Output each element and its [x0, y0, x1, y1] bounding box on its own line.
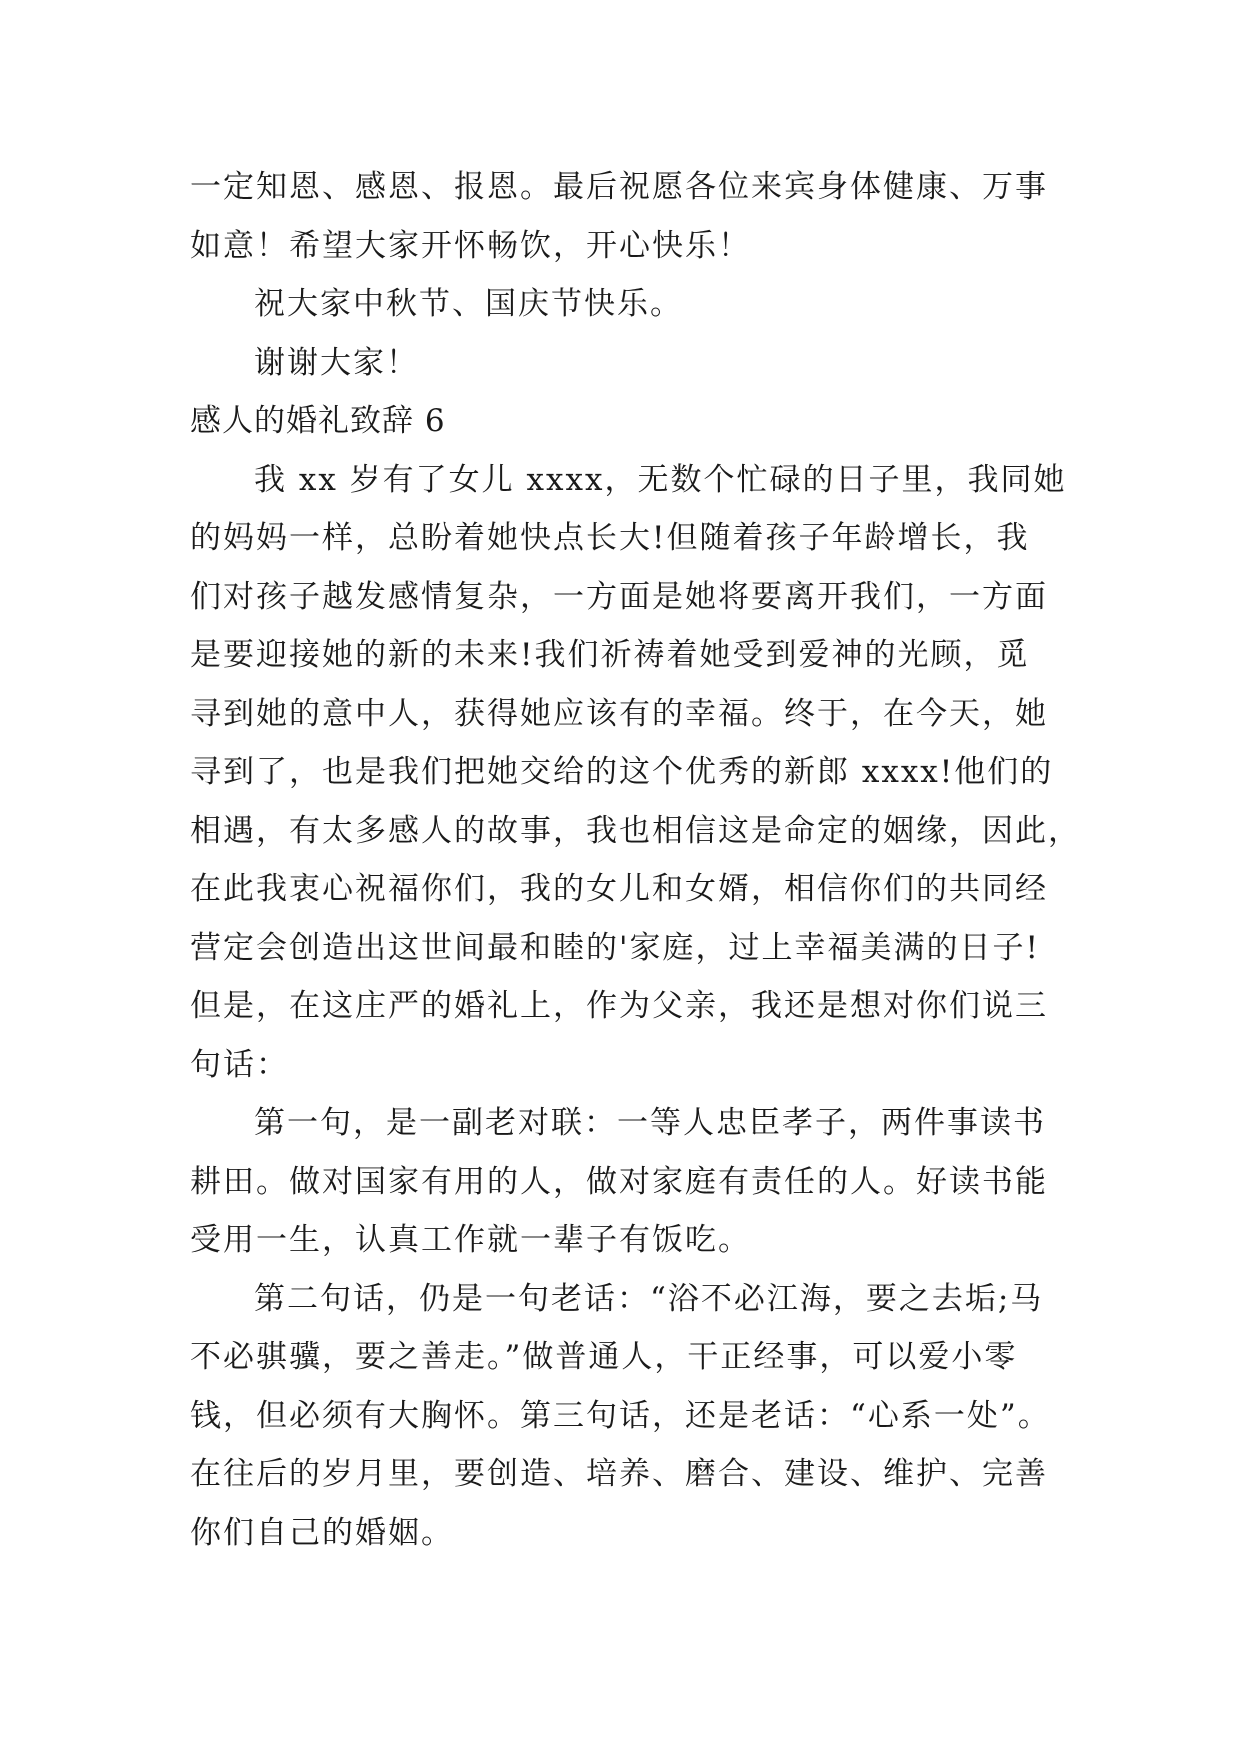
text-line: 们对孩子越发感情复杂，一方面是她将要离开我们，一方面	[190, 578, 1048, 615]
paragraph	[190, 451, 1081, 1095]
closing-line: 祝大家中秋节、国庆节快乐。	[254, 286, 683, 322]
text-line: 在往后的岁月里，要创造、培养、磨合、建设、维护、完善	[190, 1456, 1048, 1492]
text-line: 第二句话，仍是一句老话：“浴不必江海，要之去垢;马	[254, 1280, 1044, 1317]
text-line: 钱，但必须有大胸怀。第三句话，还是老话：“心系一处”。	[190, 1397, 1051, 1434]
text-line: 营定会创造出这世间最和睦的'家庭，过上幸福美满的日子!	[190, 929, 1040, 966]
paragraph	[190, 1270, 1060, 1563]
text-line: 如意！希望大家开怀畅饮，开心快乐！	[190, 227, 751, 264]
text-line: 我 xx 岁有了女儿 xxxx，无数个忙碌的日子里，我同她	[254, 461, 1067, 498]
text-line: 第一句，是一副老对联：一等人忠臣孝子，两件事读书	[254, 1105, 1046, 1141]
text-line: 句话：	[190, 1046, 289, 1083]
text-line: 的妈妈一样，总盼着她快点长大!但随着孩子年龄增长，我	[190, 520, 1030, 556]
paragraph	[190, 1094, 1060, 1270]
text-line: 你们自己的婚姻。	[190, 1514, 454, 1551]
text-line: 寻到她的意中人，获得她应该有的幸福。终于，在今天，她	[190, 695, 1048, 732]
text-line: 相遇，有太多感人的故事，我也相信这是命定的姻缘，因此，	[190, 812, 1081, 849]
text-line: 不必骐骥，要之善走。”做普通人，干正经事，可以爱小零	[190, 1339, 1018, 1375]
closing-line: 谢谢大家！	[254, 344, 419, 381]
text-line: 一定知恩、感恩、报恩。最后祝愿各位来宾身体健康、万事	[190, 169, 1048, 205]
section-title: 感人的婚礼致辞 6	[190, 403, 446, 439]
text-line: 耕田。做对国家有用的人，做对家庭有责任的人。好读书能	[190, 1163, 1048, 1200]
text-line: 寻到了，也是我们把她交给的这个优秀的新郎 xxxx!他们的	[190, 754, 1054, 790]
text-line: 在此我衷心祝福你们，我的女儿和女婿，相信你们的共同经	[190, 871, 1048, 907]
text-line: 是要迎接她的新的未来!我们祈祷着她受到爱神的光顾，觅	[190, 637, 1030, 673]
text-line: 但是，在这庄严的婚礼上，作为父亲，我还是想对你们说三	[190, 988, 1048, 1024]
text-line: 受用一生，认真工作就一辈子有饭吃。	[190, 1222, 751, 1258]
document-body	[190, 158, 1081, 1562]
